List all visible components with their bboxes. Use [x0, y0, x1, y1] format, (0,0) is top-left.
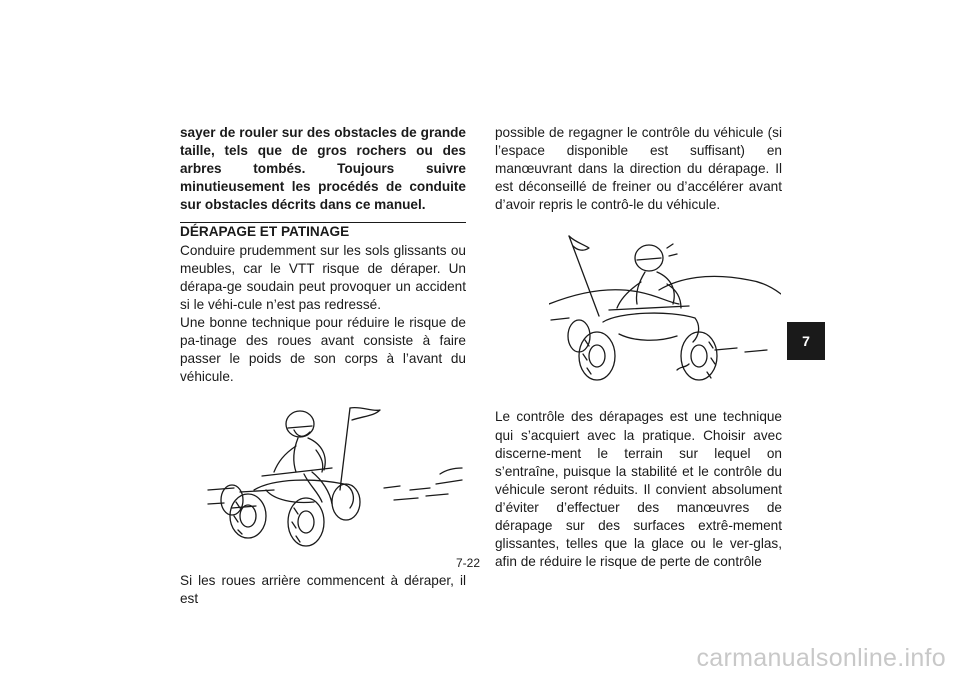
section-heading: DÉRAPAGE ET PATINAGE: [180, 224, 350, 240]
paragraph-front-wheel-technique: Une bonne technique pour réduire le risque de pa-tinage des roues avant consiste à faire passer le poids de son corps à l’avant du véhicule.: [180, 314, 466, 385]
page-number: 7-22: [456, 556, 481, 570]
paragraph-rear-wheels: Si les roues arrière commencent à déraper, il est: [180, 573, 466, 607]
paragraph-regain-control: possible de regagner le contrôle du véhicule (si l’espace disponible est suffisant) en manœuvrant dans la direction du dérapage. Il est déconseillé de freiner ou d’accélérer avant d’avoir repris le contrô-le du véhicule.: [495, 125, 782, 213]
watermark-text: carmanualsonline.info: [696, 644, 946, 672]
paragraph-slippery-ground: Conduire prudemment sur les sols glissants ou meubles, car le VTT risque de déraper. Un dérapa-ge soudain peut provoquer un accident si le véhi-cule n’est pas redressé.: [180, 242, 466, 312]
atv-rider-illustration-left: [204, 404, 466, 556]
chapter-tab: 7: [787, 322, 825, 360]
atv-rider-illustration-right: [549, 230, 781, 392]
paragraph-skid-practice: Le contrôle des dérapages est une technique qui s’acquiert avec la pratique. Choisir avec discerne-ment le terrain sur lequel on s’entraîne, puisque la stabilité et le contrôle du véhicule seront réduits. Il convient absolument d’éviter d’effectuer des manœuvres de dérapage sur des surfaces extrê-mement glissantes, telles que la glace ou le ver-glas, afin de réduire le risque de perte de contrôle: [495, 409, 782, 570]
right-column: [495, 124, 782, 571]
warning-text: sayer de rouler sur des obstacles de grande taille, tels que de gros rochers ou des arbres tombés. Toujours suivre minutieusement les procédés de conduite sur obstacles décrits dans ce manuel.: [180, 125, 466, 213]
left-column: [180, 124, 466, 609]
